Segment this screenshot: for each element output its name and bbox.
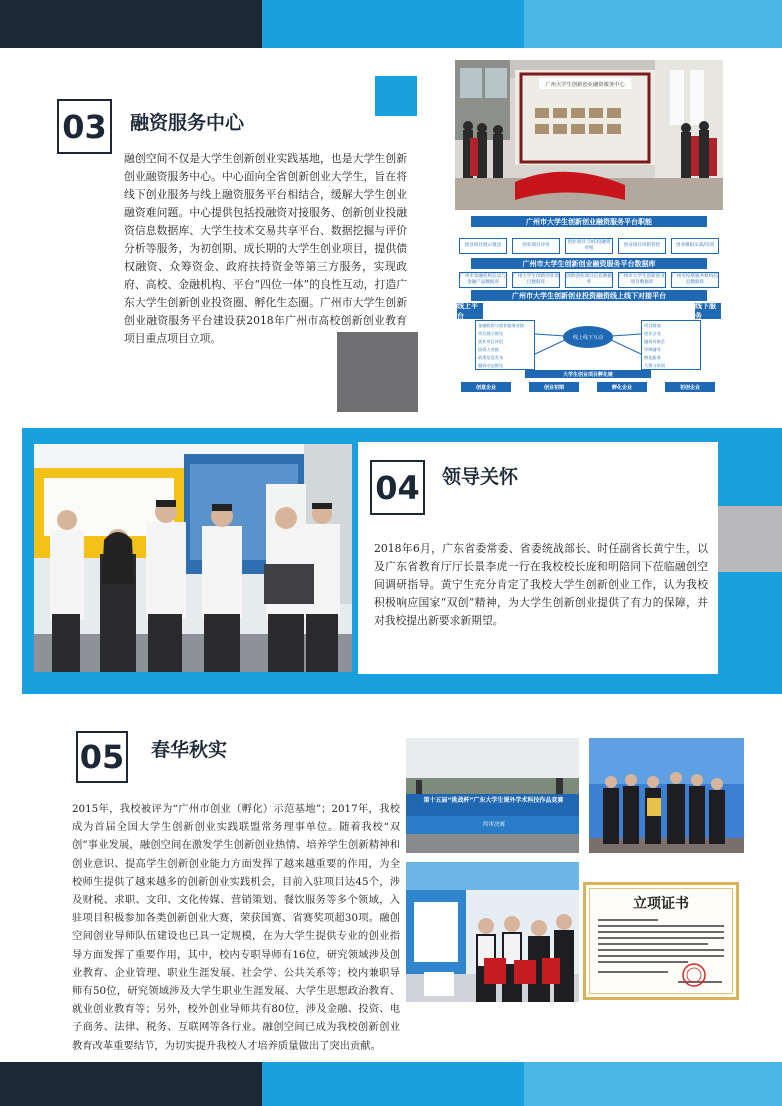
top-color-bar bbox=[0, 0, 782, 48]
diagram-footer-box: 孵化企业 bbox=[597, 382, 647, 392]
section-05-number: 05 bbox=[76, 731, 128, 783]
photo-banner-subtext: 终审决赛 bbox=[482, 822, 505, 828]
diagram-offline-item: 导师辅导 bbox=[644, 347, 661, 352]
bottom-bar-light-segment bbox=[524, 1062, 782, 1106]
bottom-bar-dark-segment bbox=[0, 1062, 262, 1106]
diagram-function-box: 创业项目与VC投融资对接 bbox=[565, 238, 613, 254]
photo-center-sign: 广州大学生创新创业融资服务中心 bbox=[539, 78, 631, 89]
bottom-color-bar bbox=[0, 1062, 782, 1106]
diagram-offline-item: 大赛与培训 bbox=[644, 363, 665, 368]
diagram-header-database: 广州市大学生创新创业融资服务平台数据库 bbox=[471, 258, 707, 269]
diagram-function-box: 创业项目风险管控 bbox=[618, 238, 666, 254]
diagram-footer-header: 大学生创业项目孵化链 bbox=[525, 370, 651, 378]
diagram-database-box: 广州市金融机构信息与金融产品数据库 bbox=[459, 272, 507, 288]
photo-award-group bbox=[589, 738, 744, 853]
diagram-function-box: 创业项目展示推送 bbox=[459, 238, 507, 254]
project-certificate bbox=[583, 882, 739, 1000]
diagram-connector-lines bbox=[455, 216, 723, 394]
diagram-footer-box: 初创企业 bbox=[665, 382, 715, 392]
diagram-center-oval: 线上线下互动 bbox=[563, 326, 613, 348]
decorative-light-grey-square bbox=[718, 506, 782, 572]
section-04-title: 领导关怀 bbox=[442, 466, 519, 488]
diagram-online-item: 政策信息发布 bbox=[478, 355, 504, 360]
diagram-online-item: 融资动态推送 bbox=[478, 363, 504, 368]
certificate-text-lines bbox=[598, 919, 724, 993]
diagram-offline-label: 线下服务 bbox=[695, 303, 721, 319]
section-04-body: 2018年6月，广东省委常委、省委统战部长、时任副省长黄宁生，以及广东省教育厅厅长景李虎一行在我校校长庞和明陪同下莅临融创空间调研指导。黄宁生充分肯定了我校大学生创新创业工作，认为我校积极响应国家“双创”精神，为大学生创新创业提供了有力的保障，并对我校提出新要求新期望。 bbox=[374, 542, 708, 627]
top-bar-blue-segment bbox=[262, 0, 524, 48]
section-03-title: 融资服务中心 bbox=[130, 112, 245, 134]
diagram-offline-item: 项目路演 bbox=[644, 323, 661, 328]
section-04-number: 04 bbox=[370, 460, 425, 515]
photo-banner-text: 第十五届“挑战杯”广东大学生课外学术科技作品竞赛 bbox=[423, 797, 564, 804]
section-05-body: 2015年，我校被评为“广州市创业（孵化）示范基地”；2017年，我校成为首届全国大学生创新创业实践联盟常务理事单位。随着我校“双创”事业发展，融创空间在激发学生创新创业热情、培养学生创新精神和创业意识、提高学生创新创业能力方面发挥了越来越重要的作用，为全校师生提供了越来越多的创新创业实践机会，目前入驻项目达45个，涉及财税、求职、文印、文化传媒、营销策划、餐饮服务等多个领域，入驻项目积极参加各类创新创业大赛，荣获国赛、省赛奖项超30项。融创空间创业导师队伍建设也已具一定规模，在为大学生提供专业的创业指导方面发挥了重要作用，其中，校内专职导师有16位，研究领域涉及创业教育、企业管理、职业生涯发展、社会学、公共关系等；校内兼职导师有50位，研究领域涉及大学生职业生涯发展、大学生思想政治教育、就业创业教育等；另外，校外创业导师共有80位，涉及金融、投资、电子商务、法律、税务、互联网等各行业。融创空间已成为我校创新创业教育改革重要结节，为切实提升我校人才培养质量做出了突出贡献。 bbox=[72, 803, 400, 1052]
platform-diagram bbox=[455, 216, 723, 394]
diagram-offline-item: 创业沙龙 bbox=[644, 331, 661, 336]
photo-booth-team bbox=[406, 862, 579, 1002]
photo-ribbon-ceremony bbox=[455, 60, 723, 210]
top-bar-light-segment bbox=[524, 0, 782, 48]
bottom-bar-blue-segment bbox=[262, 1062, 524, 1106]
photo-challenge-cup bbox=[406, 738, 579, 853]
certificate-title: 立项证书 bbox=[633, 896, 689, 912]
diagram-header-functions: 广州市大学生创新创业融资服务平台职能 bbox=[471, 216, 707, 227]
section-03-body: 融创空间不仅是大学生创新创业实践基地，也是大学生创新创业融资服务中心。中心面向全省创新创业大学生，旨在将线下创业服务与线上融资服务平台相结合，缓解大学生创业融资难问题。中心提供包括投融资对接服务、创新创业投融资信息数据库、大学生技术交易共享平台、数据挖掘与评价分析等服务，为初创期、成长期的大学生创业项目，提供债权融资、众筹资金、政府扶持资金等第三方服务，实现政府、高校、金融机构、平台“四位一体”的良性互动，打造广东大学生创新创业投资圈、孵化生态圈。广州市大学生创新创业融资服务平台建设获2018年广州市高校创新创业教育项目重点项目立项。 bbox=[124, 152, 407, 345]
section-03-number: 03 bbox=[57, 99, 112, 154]
diagram-offline-item: 融资对接会 bbox=[644, 339, 665, 344]
diagram-database-box: 广州市投资服务机构信息数据库 bbox=[671, 272, 719, 288]
diagram-footer-box: 创业初期 bbox=[529, 382, 579, 392]
photo-leaders-visit bbox=[34, 444, 352, 672]
diagram-function-box: 创业模拟实战/培训 bbox=[671, 238, 719, 254]
diagram-function-box: 创业项目评价 bbox=[512, 238, 560, 254]
diagram-footer-box: 创意企业 bbox=[461, 382, 511, 392]
diagram-database-box: 创新创业项目信息数据库 bbox=[565, 272, 613, 288]
diagram-header-matching: 广州市大学生创新创业投资融资线上线下对接平台 bbox=[471, 290, 707, 301]
decorative-grey-square bbox=[337, 332, 418, 412]
diagram-online-item: 创业项目评估 bbox=[478, 339, 504, 344]
diagram-database-box: 广州大学生创新创业项目数据库 bbox=[512, 272, 560, 288]
diagram-online-item: 金融机构与创业服务对接 bbox=[478, 323, 525, 328]
diagram-online-item: 项目展示推送 bbox=[478, 331, 504, 336]
diagram-offline-item: 孵化服务 bbox=[644, 355, 661, 360]
section-05-title: 春华秋实 bbox=[151, 739, 228, 761]
diagram-online-item: 投资人对接 bbox=[478, 347, 499, 352]
decorative-blue-square bbox=[375, 76, 417, 116]
diagram-database-box: 广州市大学生创新创业项目数据库 bbox=[618, 272, 666, 288]
top-bar-dark-segment bbox=[0, 0, 262, 48]
diagram-online-label: 线上平台 bbox=[457, 303, 483, 319]
